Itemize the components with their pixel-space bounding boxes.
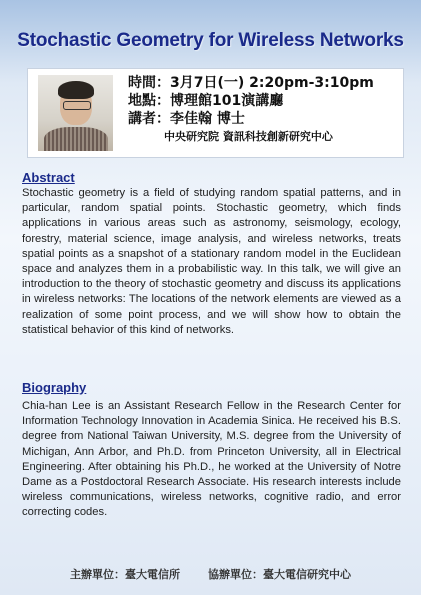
- abstract-text: Stochastic geometry is a field of studying random spatial patterns, and in particular, random spatial points. Stochastic geometry, which finds applications in various areas such as astronomy, seismology, ecology, forestry, material science, image analysis, and wireless networks, treats spatial points as a snapshot of a stationary random model in the Euclidean space and analyzes them in a probabilistic way. In this talk, we will give an introduction to the theory of stochastic geometry and discuss its applications in wireless networks: The locations of the network elements are viewed as a realization of some point process, and we will show how to obtain the statistical behavior of this kind of networks.: [22, 187, 401, 336]
- place-value: 博理館101演講廳: [170, 93, 284, 109]
- cohost-unit: 協辦單位：臺大電信研究中心: [208, 568, 351, 581]
- biography-heading: Biography: [22, 380, 87, 395]
- speaker-label: 講者：: [128, 111, 170, 127]
- place-label: 地點：: [128, 93, 170, 109]
- speaker-photo: [38, 75, 113, 151]
- host-unit: 主辦單位：臺大電信所: [70, 568, 180, 581]
- talk-details: [128, 74, 397, 146]
- page-title: Stochastic Geometry for Wireless Networks: [17, 30, 404, 51]
- speaker-line: [128, 110, 397, 128]
- place-line: [128, 92, 397, 110]
- time-value: 3月7日(一) 2:20pm-3:10pm: [170, 75, 374, 91]
- speaker-name: 李佳翰 博士: [170, 111, 245, 127]
- organizer-footer: [0, 566, 421, 582]
- speaker-info-box: [27, 68, 404, 158]
- biography-text: Chia-han Lee is an Assistant Research Fellow in the Research Center for Information Technology Innovation in Academia Sinica. He received his B.S. degree from National Taiwan University, M.S. degree from the University of Michigan, Ann Arbor, and Ph.D. from Princeton University, all in Electrical Engineering. After obtaining his Ph.D., he worked at the University of Notre Dame as a Postdoctoral Research Associate. His research interests include wireless communications, wireless networks, cognitive radio, and error correcting codes.: [22, 400, 401, 519]
- time-line: [128, 74, 397, 92]
- speaker-affiliation: 中央研究院 資訊科技創新研究中心: [164, 130, 333, 143]
- time-label: 時間：: [128, 75, 170, 91]
- abstract-heading: Abstract: [22, 170, 75, 185]
